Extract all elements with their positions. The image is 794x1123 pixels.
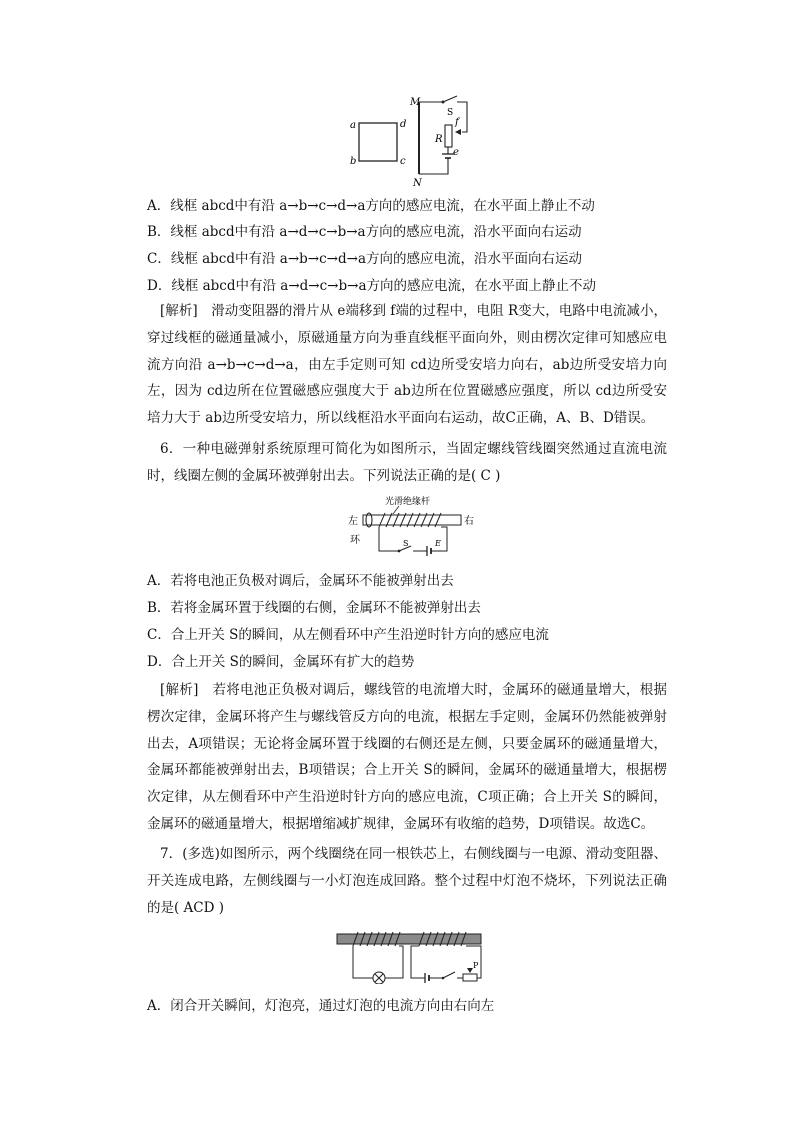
q5-option-b: B．线框 abcd中有沿 a→d→c→b→a方向的感应电流，沿水平面向右运动 <box>147 224 582 240</box>
square-loop <box>359 123 397 161</box>
label-M: M <box>410 97 421 108</box>
q7-stem: 7．(多选)如图所示，两个线圈绕在同一根铁芯上，右侧线圈与一电源、滑动变阻器、开关连成电路，左侧线圈与一小灯泡连成回路。整个过程中灯泡不烧坏，下列说法正确的是( ACD ) <box>147 846 667 916</box>
figure-solenoid-launcher <box>343 495 483 557</box>
label-e: e <box>453 147 459 158</box>
iron-core <box>337 934 481 944</box>
label-P: P <box>473 961 479 970</box>
label-S: S <box>447 108 454 118</box>
q5-option-a: A．线框 abcd中有沿 a→b→c→d→a方向的感应电流，在水平面上静止不动 <box>147 198 595 214</box>
label-f: f <box>455 117 459 128</box>
q7-option-a: A．闭合开关瞬间，灯泡亮，通过灯泡的电流方向由右向左 <box>147 998 495 1014</box>
figure-loop-circuit <box>345 92 495 187</box>
q5-option-c: C．线框 abcd中有沿 a→b→c→d→a方向的感应电流，沿水平面向右运动 <box>147 251 582 267</box>
label-left: 左 <box>348 516 358 527</box>
label-N: N <box>413 178 422 187</box>
figure-two-coils <box>333 928 485 984</box>
q6-stem: 6．一种电磁弹射系统原理可简化为如图所示，当固定螺线管线圈突然通过直流电流时，线圈左侧的金属环被弹射出去。下列说法正确的是( C ) <box>147 441 667 484</box>
switch-S <box>443 96 457 102</box>
lamp <box>373 972 385 984</box>
q5-analysis: [解析] 滑动变阻器的滑片从 e端移到 f端的过程中，电阻 R变大，电路中电流减小，穿过线框的磁通量减小，原磁通量方向为垂直线框平面向外，则由楞次定律可知感应电流方向沿 a→b→c→d→a，由左手定则可知 cd边所受安培力向右，ab边所受安培力向左，因为 cd边所在位置磁感应强度大于 ab边所在位置磁感应强度，所以 cd边所受安培力大于 ab边所受安培力，所以线框沿水平面向右运动，故C正确，A、B、D错误。 <box>147 303 667 427</box>
rod-label: 光滑绝缘杆 <box>385 497 431 507</box>
q6-analysis: [解析] 若将电池正负极对调后，螺线管的电流增大时，金属环的磁通量增大，根据楞次定律，金属环将产生与螺线管反方向的电流，根据左手定则，金属环仍然能被弹射出去，A项错误；无论将金属环置于线圈的右侧还是左侧，只要金属环的磁通量增大，金属环都能被弹射出去，B项错误；合上开关 S的瞬间，金属环的磁通量增大，根据楞次定律，从左侧看环中产生沿逆时针方向的感应电流，C项正确；合上开关 S的瞬间，金属环的磁通量增大，根据增缩减扩规律，金属环有收缩的趋势，D项错误。故选C。 <box>147 682 667 832</box>
label-battery: E <box>435 539 441 548</box>
rheostat <box>463 974 477 981</box>
label-right: 右 <box>464 516 474 527</box>
q6-option-b: B．若将金属环置于线圈的右侧，金属环不能被弹射出去 <box>147 600 481 616</box>
q6-option-c: C．合上开关 S的瞬间，从左侧看环中产生沿逆时针方向的感应电流 <box>147 627 549 643</box>
q5-option-d: D．线框 abcd中有沿 a→d→c→b→a方向的感应电流，在水平面上静止不动 <box>147 278 596 294</box>
label-c: c <box>400 156 406 167</box>
label-ring: 环 <box>350 535 360 546</box>
rheostat-R <box>445 125 452 147</box>
q6-option-a: A．若将电池正负极对调后，金属环不能被弹射出去 <box>147 573 454 589</box>
label-a: a <box>350 120 356 131</box>
switch <box>443 972 455 978</box>
q6-option-d: D．合上开关 S的瞬间，金属环有扩大的趋势 <box>147 654 415 670</box>
label-switch: S <box>403 539 409 548</box>
label-d: d <box>400 119 407 130</box>
label-b: b <box>350 156 357 167</box>
label-R: R <box>435 134 443 145</box>
